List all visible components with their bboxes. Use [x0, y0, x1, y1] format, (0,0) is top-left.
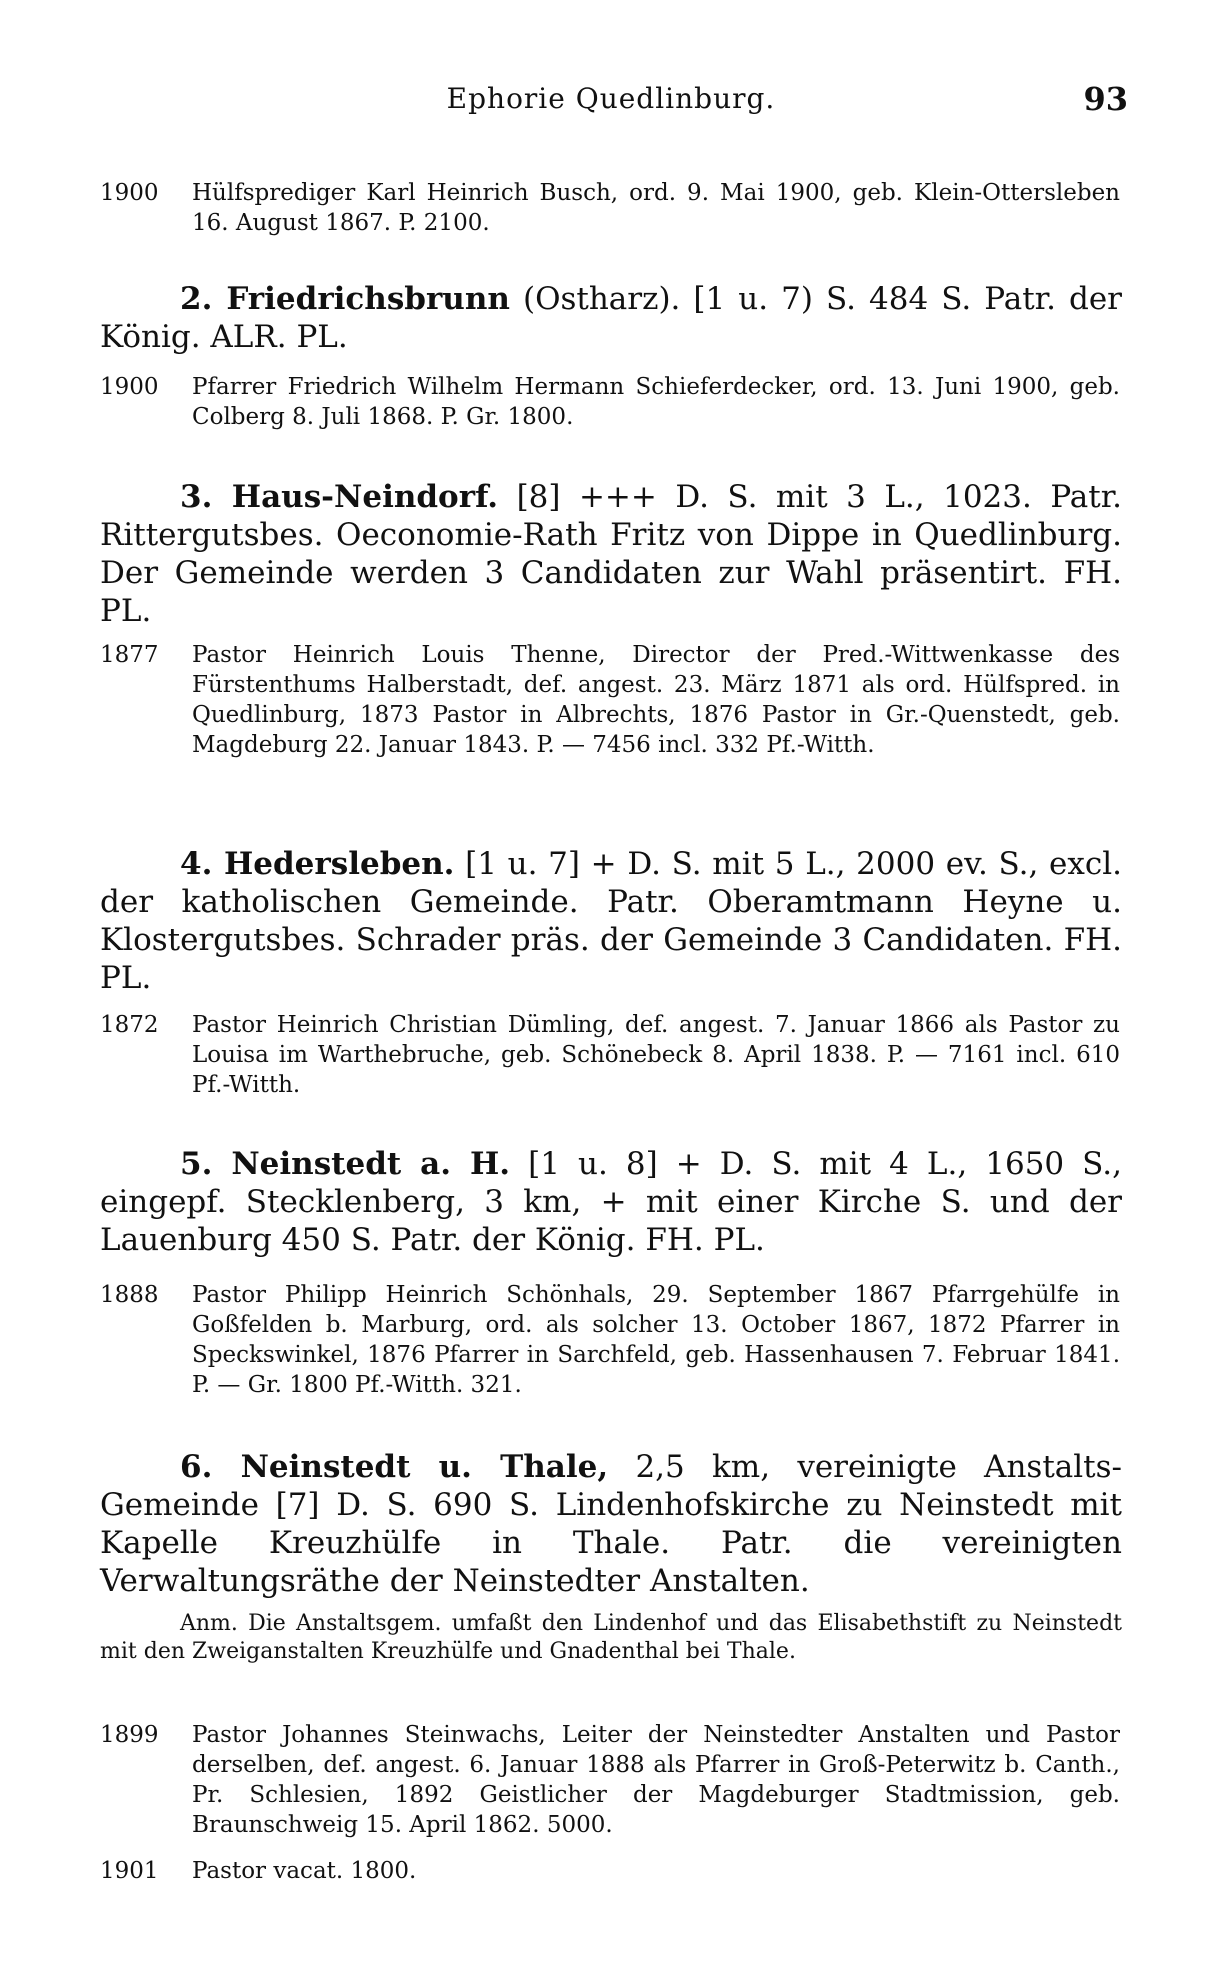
entry-text: Hülfsprediger Karl Heinrich Busch, ord. 9. Mai 1900, geb. Klein-Ottersleben 16. August 1867. P. 2100.	[192, 180, 1120, 236]
clergy-entry	[100, 372, 1120, 432]
clergy-entry	[100, 1720, 1120, 1840]
page-number: 93	[1083, 80, 1128, 118]
entry-text: Pfarrer Friedrich Wilhelm Hermann Schieferdecker, ord. 13. Juni 1900, geb. Colberg 8. Juli 1868. P. Gr. 1800.	[192, 374, 1120, 430]
entry-year: 1888	[100, 1282, 159, 1308]
entry-text: Pastor Johannes Steinwachs, Leiter der Neinstedter Anstalten und Pastor derselben, def. angest. 6. Januar 1888 als Pfarrer in Groß-Peterwitz b. Canth., Pr. Schlesien, 1892 Geistlicher der Magdeburger Stadtmission, geb. Braunschweig 15. April 1862. 5000.	[192, 1722, 1120, 1838]
parish-section-friedrichsbrunn	[100, 280, 1122, 356]
parish-section-haus-neindorf	[100, 478, 1122, 630]
entry-year: 1899	[100, 1722, 159, 1748]
parish-description: [1 u. 7] + D. S. mit 5 L., 2000 ev. S., excl. der katholischen Gemeinde. Patr. Oberamtmann Heyne u. Klostergutsbes. Schrader präs. der Gemeinde 3 Candidaten. FH. PL.	[100, 846, 1122, 996]
page-header-title: Ephorie Quedlinburg.	[446, 82, 776, 115]
clergy-entry	[100, 1010, 1120, 1100]
clergy-entry	[100, 1280, 1120, 1400]
parish-description: [1 u. 8] + D. S. mit 4 L., 1650 S., eingepf. Stecklenberg, 3 km, + mit einer Kirche S. und der Lauenburg 450 S. Patr. der König. FH. PL.	[100, 1146, 1123, 1258]
entry-text: Pastor Heinrich Louis Thenne, Director der Pred.-Wittwenkasse des Fürstenthums Halberstadt, def. angest. 23. März 1871 als ord. Hülfspred. in Quedlinburg, 1873 Pastor in Albrechts, 1876 Pastor in Gr.-Quenstedt, geb. Magdeburg 22. Januar 1843. P. — 7456 incl. 332 Pf.-Witth.	[192, 642, 1120, 758]
parish-description: [8] +++ D. S. mit 3 L., 1023. Patr. Rittergutsbes. Oeconomie-Rath Fritz von Dippe in Quedlinburg. Der Gemeinde werden 3 Candidaten zur Wahl präsentirt. FH. PL.	[100, 479, 1122, 629]
parish-name: 4. Hedersleben.	[180, 846, 455, 882]
parish-name: 6. Neinstedt u. Thale,	[180, 1449, 609, 1485]
entry-text: Pastor Heinrich Christian Dümling, def. angest. 7. Januar 1866 als Pastor zu Louisa im Warthebruche, geb. Schönebeck 8. April 1838. P. — 7161 incl. 610 Pf.-Witth.	[192, 1012, 1120, 1098]
clergy-entry	[100, 640, 1120, 760]
parish-name: 5. Neinstedt a. H.	[180, 1146, 511, 1182]
parish-description: 2,5 km, vereinigte Anstalts-Gemeinde [7] D. S. 690 S. Lindenhofskirche zu Neinstedt mit Kapelle Kreuzhülfe in Thale. Patr. die vereinigten Verwaltungsräthe der Neinstedter Anstalten.	[100, 1449, 1123, 1599]
running-header	[0, 82, 1222, 122]
parish-description: (Ostharz). [1 u. 7) S. 484 S. Patr. der König. ALR. PL.	[100, 281, 1122, 355]
parish-section-neinstedt	[100, 1145, 1122, 1259]
entry-year: 1900	[100, 180, 159, 206]
parish-name: 2. Friedrichsbrunn	[180, 281, 510, 317]
parish-section-hedersleben	[100, 845, 1122, 997]
annotation-note: Anm. Die Anstaltsgem. umfaßt den Lindenhof und das Elisabethstift zu Neinstedt mit den Zweiganstalten Kreuzhülfe und Gnadenthal bei Thale.	[100, 1611, 1122, 1664]
parish-section-neinstedt-thale	[100, 1448, 1122, 1600]
entry-text: Pastor Philipp Heinrich Schönhals, 29. September 1867 Pfarrgehülfe in Goßfelden b. Marburg, ord. als solcher 13. October 1867, 1872 Pfarrer in Speckswinkel, 1876 Pfarrer in Sarchfeld, geb. Hassenhausen 7. Februar 1841. P. — Gr. 1800 Pf.-Witth. 321.	[192, 1282, 1120, 1398]
entry-year: 1901	[100, 1858, 159, 1884]
clergy-entry	[100, 178, 1120, 238]
entry-text: Pastor vacat. 1800.	[192, 1858, 417, 1884]
clergy-entry	[100, 1856, 1120, 1886]
parish-name: 3. Haus-Neindorf.	[180, 479, 499, 515]
entry-year: 1900	[100, 374, 159, 400]
entry-year: 1877	[100, 642, 159, 668]
entry-year: 1872	[100, 1012, 159, 1038]
